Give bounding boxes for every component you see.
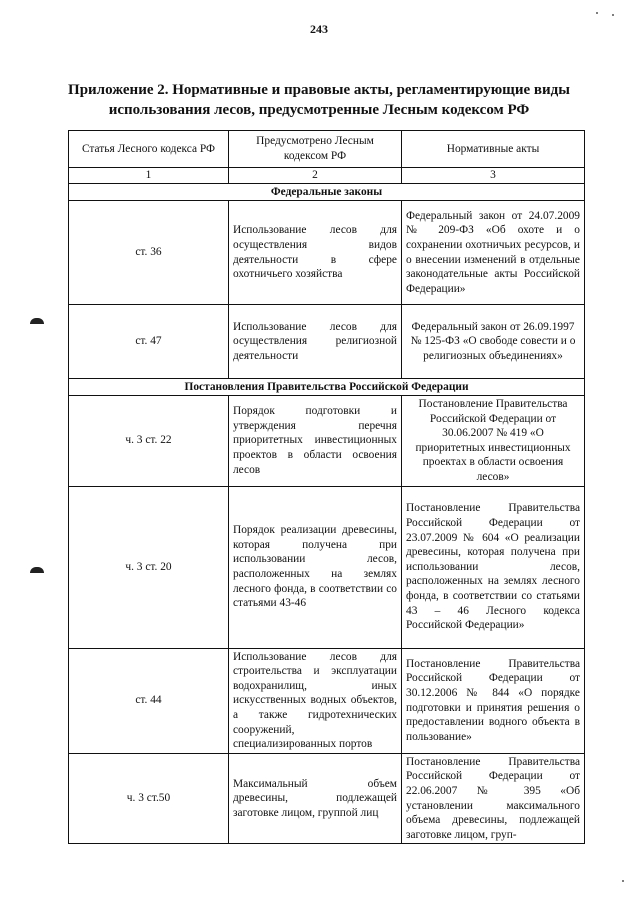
table-header-row [69,131,585,168]
scan-speck [622,880,624,882]
article-cell: ч. 3 ст. 20 [69,486,229,648]
table-row [69,753,585,844]
article-cell: ст. 47 [69,305,229,379]
header-article: Статья Лесного кодекса РФ [69,131,229,168]
scan-mark [30,318,44,324]
article-cell: ч. 3 ст.50 [69,753,229,844]
article-cell: ч. 3 ст. 22 [69,396,229,487]
normative-acts-table [68,130,585,844]
act-cell: Постановление Правительства Российской Федерации от 23.07.2009 № 604 «О реализации древесины, которая получена при использовании лесов, расположенных на землях лесного фонда, в соответствии со статьями 43 – 46 Лесного кодекса Российской Федерации» [402,486,585,648]
provision-cell: Использование лесов для осуществления религиозной деятельности [229,305,402,379]
scan-speck [596,12,598,14]
scan-mark [30,567,44,573]
article-cell: ст. 44 [69,648,229,753]
section-title: Постановления Правительства Российской Федерации [69,379,585,396]
page-number: 243 [310,22,328,36]
article-cell: ст. 36 [69,201,229,305]
act-cell: Постановление Правительства Российской Федерации от 22.06.2007 № 395 «Об установлении максимального объема древесины, подлежащей заготовке лицом, груп- [402,753,585,844]
section-row [69,184,585,201]
column-number-row [69,168,585,184]
table-row [69,201,585,305]
section-row [69,379,585,396]
table-row [69,486,585,648]
act-cell: Постановление Правительства Российской Федерации от 30.06.2007 № 419 «О приоритетных инвестиционных проектах в области освоения лесов» [402,396,585,487]
provision-cell: Порядок реализации древесины, которая получена при использовании лесов, расположенных на землях лесного фонда, в соответствии со статьями 43-46 [229,486,402,648]
act-cell: Федеральный закон от 24.07.2009 № 209-ФЗ «Об охоте и о сохранении охотничьих ресурсов, и о внесении изменений в отдельные законодательные акты Российской Федерации» [402,201,585,305]
table-row [69,305,585,379]
column-number: 2 [229,168,402,184]
section-title: Федеральные законы [69,184,585,201]
provision-cell: Использование лесов для строительства и эксплуатации водохранилищ, иных искусственных водных объектов, а также гидротехнических сооружений, специализированных портов [229,648,402,753]
document-title: Приложение 2. Нормативные и правовые акты, регламентирующие виды использования лесов, предусмотренные Лесным кодексом РФ [68,82,570,118]
act-cell: Федеральный закон от 26.09.1997 № 125-ФЗ «О свободе совести и о религиозных объединениях» [402,305,585,379]
table-row [69,648,585,753]
column-number: 1 [69,168,229,184]
provision-cell: Максимальный объем древесины, подлежащей заготовке лицом, группой лиц [229,753,402,844]
header-acts: Нормативные акты [402,131,585,168]
provision-cell: Использование лесов для осуществления видов деятельности в сфере охотничьего хозяйства [229,201,402,305]
header-provision: Предусмотрено Лесным кодексом РФ [229,131,402,168]
provision-cell: Порядок подготовки и утверждения перечня приоритетных инвестиционных проектов в области освоения лесов [229,396,402,487]
scan-speck [612,14,614,16]
column-number: 3 [402,168,585,184]
table-row [69,396,585,487]
act-cell: Постановление Правительства Российской Федерации от 30.12.2006 № 844 «О порядке подготовки и принятия решения о предоставлении водного объекта в пользование» [402,648,585,753]
